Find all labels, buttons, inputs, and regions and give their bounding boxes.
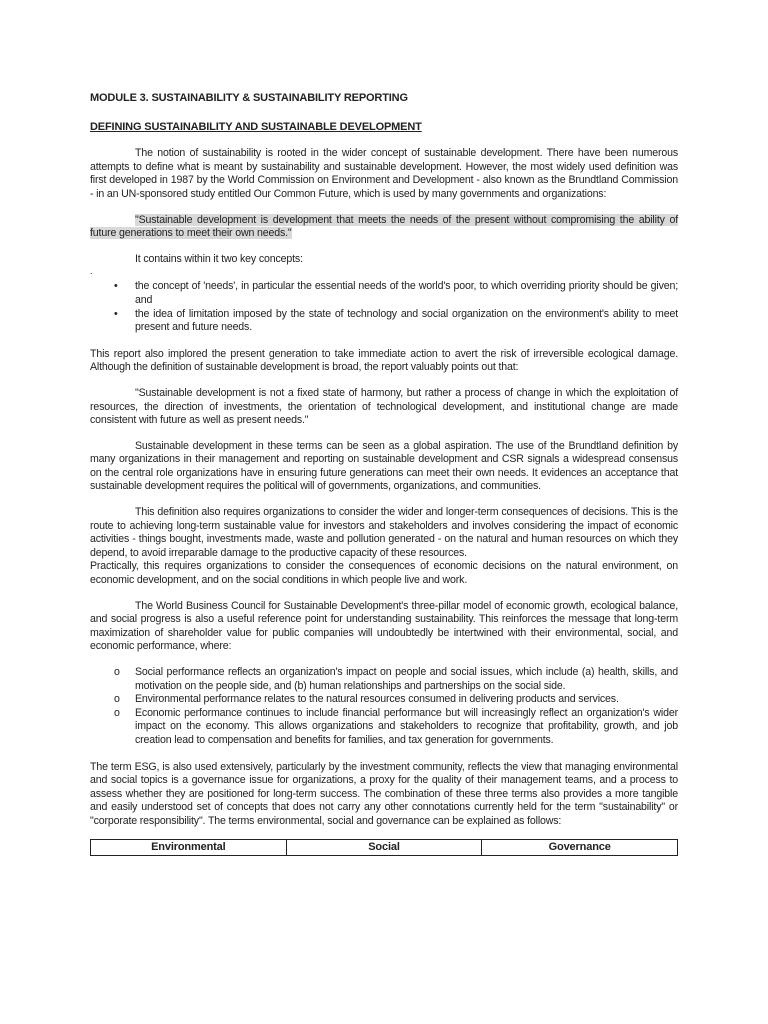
circle-bullet-icon: o: [114, 706, 120, 719]
key-concepts-list: [90, 280, 678, 334]
paragraph-report: This report also implored the present generation to take immediate action to avert the risk of irreversible ecological damage. Although the definition of sustainable development is broad, the report valuably points out that:: [90, 347, 678, 374]
document-page: [90, 92, 678, 856]
sustainable-development-quote: "Sustainable development is not a fixed state of harmony, but rather a process of change in which the exploitation of resources, the direction of investments, the orientation of technological development, and institutional change are made consistent with future as well as present needs.": [90, 386, 678, 427]
table-header-environmental: Environmental: [91, 839, 287, 856]
table-header-governance: Governance: [482, 839, 678, 856]
bullet-icon: •: [114, 307, 118, 320]
paragraph-esg: The term ESG, is also used extensively, particularly by the investment community, reflects the view that managing environmental and social topics is a governance issue for organizations, a proxy for the quality of their management teams, and a process to assess whether they are positioned for long-term success. The combination of these three terms also provides a more tangible and easily understood set of concepts that does not carry any other connotations currently held for the term "sustainability" or "corporate responsibility". The terms environmental, social and governance can be explained as follows:: [90, 760, 678, 827]
list-item: [90, 707, 678, 748]
list-item-text: the idea of limitation imposed by the state of technology and social organization on the environment's ability to meet present and future needs.: [135, 307, 678, 334]
paragraph-key-concepts: It contains within it two key concepts:: [135, 252, 303, 265]
highlighted-quote: "Sustainable development is development that meets the needs of the present without compromising the ability of future generations to meet their own needs.": [90, 213, 678, 240]
list-item-text: Social performance reflects an organization's impact on people and social issues, which include (a) health, skills, and motivation on the people side, and (b) human relationships and partnerships on the social side.: [135, 666, 678, 692]
paragraph-global-aspiration: Sustainable development in these terms can be seen as a global aspiration. The use of the Brundtland definition by many organizations in their management and reporting on sustainable development and CSR signals a widespread consensus on the central role organizations have in ensuring future generations can meet their own needs. It evidences an acceptance that sustainable development requires the political will of governments, organizations, and communities.: [90, 439, 678, 493]
list-item-text: Environmental performance relates to the natural resources consumed in delivering products and services.: [135, 693, 619, 706]
esg-table: [90, 839, 678, 857]
bullet-icon: •: [114, 280, 118, 293]
list-item-text: the concept of 'needs', in particular the essential needs of the world's poor, to which overriding priority should be given; and: [135, 280, 678, 306]
stray-dot: .: [90, 266, 93, 277]
paragraph-intro: The notion of sustainability is rooted in the wider concept of sustainable development. There have been numerous attempts to define what is meant by sustainability and sustainable development. However, the most widely used definition was first developed in 1987 by the World Commission on Environment and Development - also known as the Brundtland Commission - in an UN-sponsored study entitled Our Common Future, which is used by many governments and organizations:: [90, 147, 678, 200]
table-header-row: [91, 839, 678, 856]
brundtland-quote: [90, 214, 678, 241]
paragraph-wbcsd: The World Business Council for Sustainable Development's three-pillar model of economic growth, ecological balance, and social progress is also a useful reference point for understanding sustainability. This reinforces the message that long-term maximization of shareholder value for public companies will undoubtedly be intertwined with their environmental, social, and economic performance, where:: [90, 599, 678, 653]
paragraph-definition: This definition also requires organizations to consider the wider and longer-term consequences of decisions. This is the route to achieving long-term sustainable value for investors and stakeholders and involves considering the impact of economic activities - things bought, investments made, waste and pollution generated - on the natural and human resources on which they depend, to avoid irreparable damage to the productive capacity of these resources.: [90, 506, 678, 559]
list-item-text: Economic performance continues to include financial performance but will increasingly reflect an organization's wider impact on the economy. This allows organizations and stakeholders to recognize that profitability, growth, and job creation lead to compensation and benefits for families, and tax generation for governments.: [135, 706, 678, 746]
list-item: [90, 693, 678, 707]
list-item: [90, 308, 678, 335]
page-title: MODULE 3. SUSTAINABILITY & SUSTAINABILITY REPORTING: [90, 92, 408, 104]
paragraph-practically: Practically, this requires organizations to consider the consequences of economic decisions on the natural environment, on economic development, and on the social conditions in which people live and work.: [90, 560, 678, 587]
performance-list: [90, 666, 678, 748]
circle-bullet-icon: o: [114, 693, 120, 706]
list-item: [90, 666, 678, 693]
circle-bullet-icon: o: [114, 666, 120, 678]
table-header-social: Social: [286, 839, 482, 856]
list-item: [90, 280, 678, 307]
section-heading: DEFINING SUSTAINABILITY AND SUSTAINABLE DEVELOPMENT: [90, 120, 422, 133]
